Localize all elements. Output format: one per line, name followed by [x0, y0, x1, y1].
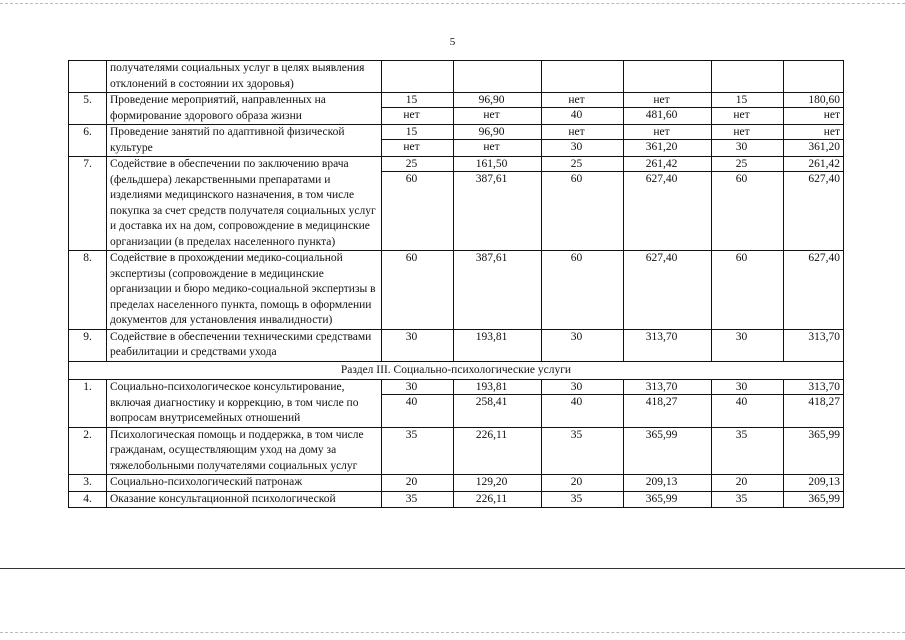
table-row	[69, 93, 844, 125]
cell-value: 35	[570, 428, 583, 441]
value-cell	[382, 61, 454, 93]
cell-value: 30	[382, 380, 453, 395]
cell-value: 96,90	[454, 93, 541, 108]
value-cell	[712, 251, 784, 330]
cell-value: 30	[735, 141, 748, 153]
service-description: Социально-психологическое консультирование, включая диагностику и коррекцию, в том числе по вопросам внутрисемейных отношений	[107, 380, 382, 428]
value-cell	[624, 491, 712, 508]
value-cell	[624, 329, 712, 361]
value-cell	[382, 427, 454, 475]
value-cell	[624, 475, 712, 492]
page-bottom-rule	[0, 568, 905, 569]
cell-value: 161,50	[454, 157, 541, 172]
cell-value: 25	[712, 157, 783, 172]
value-cell	[712, 61, 784, 93]
value-cell	[624, 125, 712, 157]
cell-value: нет	[483, 109, 500, 121]
cell-value: 209,13	[808, 476, 840, 488]
cell-value: 96,90	[454, 125, 541, 140]
value-cell	[382, 380, 454, 428]
value-cell	[712, 491, 784, 508]
cell-value: 193,81	[475, 330, 508, 343]
cell-value: 15	[382, 125, 453, 140]
cell-value: нет	[733, 109, 750, 121]
cell-value: 60	[405, 173, 418, 185]
cell-value: 40	[735, 396, 748, 408]
cell-value: 30	[570, 141, 583, 153]
cell-value: 35	[405, 428, 418, 441]
cell-value: 25	[382, 157, 453, 172]
cell-value: 30	[405, 330, 418, 343]
cell-value: 40	[570, 396, 583, 408]
cell-value: 361,20	[645, 141, 678, 153]
cell-value: 60	[735, 173, 748, 185]
value-cell	[542, 93, 624, 125]
service-description: Проведение мероприятий, направленных на формирование здорового образа жизни	[107, 93, 382, 125]
value-cell	[454, 157, 542, 251]
value-cell	[454, 491, 542, 508]
service-description: Оказание консультационной психологической	[107, 491, 382, 508]
value-cell	[624, 93, 712, 125]
table-body-section-2	[69, 61, 844, 362]
value-cell	[624, 157, 712, 251]
cell-value: нет	[784, 125, 843, 140]
value-cell	[784, 157, 844, 251]
section-header-row	[69, 361, 844, 380]
row-number	[69, 61, 107, 93]
value-cell	[712, 157, 784, 251]
cell-value: 25	[542, 157, 623, 172]
cell-value: 30	[735, 330, 748, 343]
value-cell	[712, 125, 784, 157]
cell-value: 313,70	[784, 380, 843, 395]
service-description: Проведение занятий по адаптивной физической культуре	[107, 125, 382, 157]
cell-value: 418,27	[808, 396, 840, 408]
table-row	[69, 125, 844, 157]
value-cell	[784, 251, 844, 330]
value-cell	[784, 491, 844, 508]
cell-value: нет	[823, 109, 840, 121]
value-cell	[784, 427, 844, 475]
value-cell	[454, 125, 542, 157]
cell-value: 30	[542, 380, 623, 395]
cell-value: 361,20	[808, 141, 840, 153]
cell-value: нет	[542, 125, 623, 140]
cell-value: 226,11	[475, 428, 508, 441]
row-number: 3.	[69, 475, 107, 492]
value-cell	[712, 475, 784, 492]
cell-value: нет	[624, 125, 711, 140]
cell-value: 258,41	[475, 396, 508, 408]
value-cell	[784, 93, 844, 125]
table-row	[69, 491, 844, 508]
value-cell	[454, 427, 542, 475]
cell-value: 365,99	[808, 492, 840, 505]
cell-value: 129,20	[475, 476, 508, 488]
table-row	[69, 329, 844, 361]
row-number: 5.	[69, 93, 107, 125]
cell-value: 20	[570, 476, 583, 488]
value-cell	[712, 427, 784, 475]
value-cell	[454, 329, 542, 361]
cell-value: 365,99	[645, 428, 678, 441]
table-row	[69, 380, 844, 428]
services-table	[68, 60, 844, 508]
cell-value: 40	[570, 109, 583, 121]
value-cell	[542, 380, 624, 428]
cell-value: 35	[405, 492, 418, 505]
cell-value: 30	[570, 330, 583, 343]
value-cell	[382, 491, 454, 508]
cell-value: 627,40	[645, 173, 678, 185]
cell-value: 627,40	[645, 252, 678, 264]
value-cell	[382, 157, 454, 251]
scan-edge-top	[0, 3, 905, 4]
cell-value: 365,99	[645, 492, 678, 505]
table-row	[69, 251, 844, 330]
cell-value: 261,42	[784, 157, 843, 172]
cell-value: 627,40	[808, 173, 840, 185]
row-number: 7.	[69, 157, 107, 251]
value-cell	[454, 93, 542, 125]
cell-value: 180,60	[784, 93, 843, 108]
value-cell	[712, 93, 784, 125]
service-description: Содействие в обеспечении по заключению врача (фельдшера) лекарственными препаратами и изделиями медицинского назначения, в том числе покупка за счет средств получателя социальных услуг и доставка их на дом, сопровождение в медицинские организации (в пределах населенного пункта)	[107, 157, 382, 251]
cell-value: 313,70	[645, 330, 678, 343]
table-row	[69, 427, 844, 475]
service-description: Содействие в обеспечении техническими средствами реабилитации и средствами ухода	[107, 329, 382, 361]
value-cell	[454, 61, 542, 93]
value-cell	[542, 251, 624, 330]
value-cell	[454, 380, 542, 428]
value-cell	[624, 61, 712, 93]
cell-value: 15	[712, 93, 783, 108]
cell-value: 387,61	[475, 173, 508, 185]
scan-edge-bottom	[0, 632, 905, 633]
service-description: Социально-психологический патронаж	[107, 475, 382, 492]
value-cell	[542, 157, 624, 251]
value-cell	[542, 125, 624, 157]
cell-value: 209,13	[645, 476, 678, 488]
value-cell	[784, 475, 844, 492]
cell-value: 60	[735, 252, 748, 264]
value-cell	[382, 329, 454, 361]
cell-value: нет	[403, 141, 420, 153]
cell-value: 627,40	[808, 252, 840, 264]
table-section-header-group	[69, 361, 844, 380]
value-cell	[784, 125, 844, 157]
value-cell	[542, 61, 624, 93]
value-cell	[454, 475, 542, 492]
value-cell	[542, 475, 624, 492]
cell-value: 261,42	[624, 157, 711, 172]
value-cell	[784, 61, 844, 93]
table-row	[69, 61, 844, 93]
cell-value: 15	[382, 93, 453, 108]
value-cell	[542, 427, 624, 475]
cell-value: 20	[405, 476, 418, 488]
cell-value: 481,60	[645, 109, 678, 121]
value-cell	[382, 125, 454, 157]
cell-value: 35	[570, 492, 583, 505]
value-cell	[382, 475, 454, 492]
page-number: 5	[449, 36, 456, 48]
cell-value: 365,99	[808, 428, 840, 441]
value-cell	[712, 380, 784, 428]
value-cell	[624, 427, 712, 475]
cell-value: 60	[570, 252, 583, 264]
cell-value: 35	[735, 492, 748, 505]
cell-value: 418,27	[645, 396, 678, 408]
table-row	[69, 475, 844, 492]
row-number: 1.	[69, 380, 107, 428]
cell-value: нет	[542, 93, 623, 108]
value-cell	[382, 93, 454, 125]
service-description: Содействие в прохождении медико-социальной экспертизы (сопровождение в медицинские организации и бюро медико-социальной экспертизы в пределах населенного пункта, помощь в оформлении документов для установления инвалидности)	[107, 251, 382, 330]
cell-value: 40	[405, 396, 418, 408]
table-body-section-3	[69, 380, 844, 508]
cell-value: нет	[712, 125, 783, 140]
cell-value: нет	[624, 93, 711, 108]
value-cell	[542, 491, 624, 508]
service-description: получателями социальных услуг в целях выявления отклонений в состоянии их здоровья)	[107, 61, 382, 93]
value-cell	[454, 251, 542, 330]
cell-value: 387,61	[475, 252, 508, 264]
cell-value: нет	[403, 109, 420, 121]
row-number: 9.	[69, 329, 107, 361]
cell-value: 20	[735, 476, 748, 488]
row-number: 2.	[69, 427, 107, 475]
cell-value: 30	[712, 380, 783, 395]
table-row	[69, 157, 844, 251]
service-description: Психологическая помощь и поддержка, в том числе гражданам, осуществляющим уход на дому за тяжелобольными получателями социальных услуг	[107, 427, 382, 475]
cell-value: 60	[405, 252, 418, 264]
cell-value: 35	[735, 428, 748, 441]
section-header: Раздел III. Социально-психологические услуги	[69, 361, 844, 380]
row-number: 8.	[69, 251, 107, 330]
value-cell	[382, 251, 454, 330]
cell-value: 226,11	[475, 492, 508, 505]
value-cell	[542, 329, 624, 361]
cell-value: 313,70	[808, 330, 840, 343]
value-cell	[712, 329, 784, 361]
value-cell	[784, 380, 844, 428]
value-cell	[624, 380, 712, 428]
row-number: 6.	[69, 125, 107, 157]
cell-value: 313,70	[624, 380, 711, 395]
cell-value: 60	[570, 173, 583, 185]
value-cell	[624, 251, 712, 330]
value-cell	[784, 329, 844, 361]
row-number: 4.	[69, 491, 107, 508]
cell-value: нет	[483, 141, 500, 153]
cell-value: 193,81	[454, 380, 541, 395]
